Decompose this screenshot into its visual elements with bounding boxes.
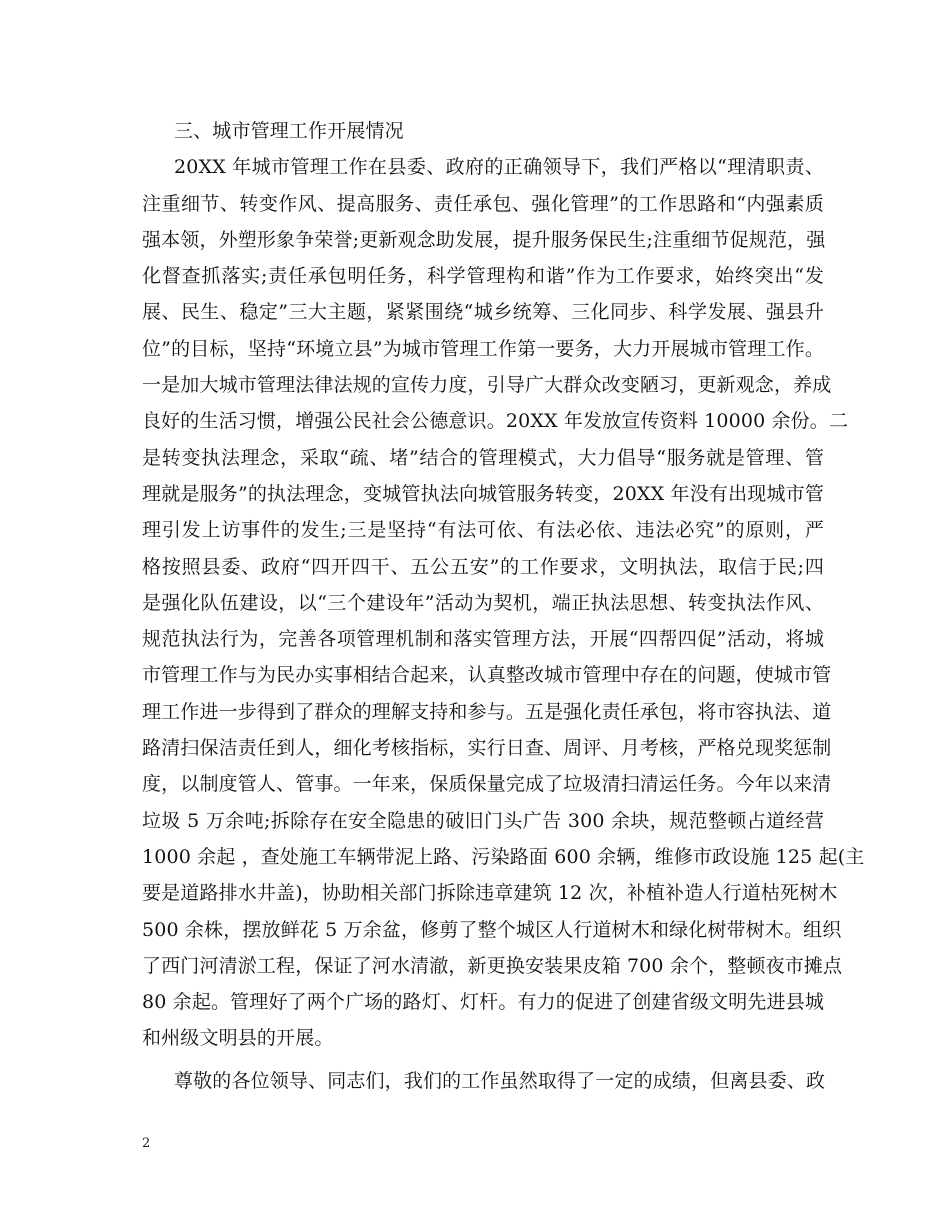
paragraph-line: 和州级文明县的开展。 [142, 1027, 334, 1050]
paragraph-line: 格按照县委、政府“四开四干、五公五安”的工作要求，文明执法，取信于民;四 [142, 555, 824, 578]
paragraph-line: 了西门河清淤工程，保证了河水清澈，新更换安装果皮箱 700 余个，整顿夜市摊点 [142, 954, 843, 977]
paragraph-line: 规范执法行为，完善各项管理机制和落实管理方法，开展“四帮四促”活动，将城 [142, 628, 824, 651]
paragraph-line: 展、民生、稳定”三大主题，紧紧围绕“城乡统筹、三化同步、科学发展、强县升 [142, 301, 824, 324]
paragraph-line: 路清扫保洁责任到人，细化考核指标，实行日查、周评、月考核，严格兑现奖惩制 [142, 737, 832, 760]
paragraph-line: 理引发上访事件的发生;三是坚持“有法可依、有法必依、违法必究”的原则，严 [142, 519, 824, 542]
paragraph-line: 良好的生活习惯，增强公民社会公德意识。20XX 年发放宣传资料 10000 余份。二 [142, 410, 849, 433]
document-body [142, 113, 865, 1099]
paragraph-line: 市管理工作与为民办实事相结合起来，认真整改城市管理中存在的问题，使城市管 [142, 664, 832, 687]
paragraph-city-management [142, 149, 865, 1056]
section-heading: 三、城市管理工作开展情况 [174, 120, 404, 142]
paragraph-line: 1000 余起 ，查处施工车辆带泥上路、污染路面 600 余辆，维修市政设施 125 起(主 [142, 845, 865, 868]
page-number: 2 [142, 1136, 151, 1151]
paragraph-line: 化督查抓落实;责任承包明任务，科学管理构和谐”作为工作要求，始终突出“发 [142, 265, 824, 288]
paragraph-line: 强本领，外塑形象争荣誉;更新观念助发展，提升服务保民生;注重细节促规范，强 [142, 228, 826, 251]
paragraph-line: 20XX 年城市管理工作在县委、政府的正确领导下，我们严格以“理清职责、 [174, 156, 824, 179]
paragraph-line: 500 余株，摆放鲜花 5 万余盆，修剪了整个城区人行道树木和绿化树带树木。组织 [142, 918, 842, 941]
paragraph-line: 注重细节、转变作风、提高服务、责任承包、强化管理”的工作思路和“内强素质 [142, 192, 824, 215]
paragraph-line: 理工作进一步得到了群众的理解支持和参与。五是强化责任承包，将市容执法、道 [142, 700, 832, 723]
paragraph-line: 度，以制度管人、管事。一年来，保质保量完成了垃圾清扫清运任务。今年以来清 [142, 773, 832, 796]
paragraph-line: 位”的目标，坚持“环境立县”为城市管理工作第一要务，大力开展城市管理工作。 [142, 337, 824, 360]
paragraph-closing-line: 尊敬的各位领导、同志们，我们的工作虽然取得了一定的成绩，但离县委、政 [174, 1069, 826, 1092]
paragraph-line: 80 余起。管理好了两个广场的路灯、灯杆。有力的促进了创建省级文明先进县城 [142, 991, 824, 1014]
paragraph-line: 一是加大城市管理法律法规的宣传力度，引导广大群众改变陋习，更新观念，养成 [142, 374, 832, 397]
paragraph-line: 理就是服务”的执法理念，变城管执法向城管服务转变，20XX 年没有出现城市管 [142, 482, 824, 505]
paragraph-line: 是转变执法理念，采取“疏、堵”结合的管理模式，大力倡导“服务就是管理、管 [142, 446, 824, 469]
paragraph-line: 要是道路排水井盖)，协助相关部门拆除违章建筑 12 次，补植补造人行道枯死树木 [142, 882, 838, 905]
paragraph-line: 是强化队伍建设，以“三个建设年”活动为契机，端正执法思想、转变执法作风、 [142, 591, 824, 614]
paragraph-line: 垃圾 5 万余吨;拆除存在安全隐患的破旧门头广告 300 余块，规范整顿占道经营 [142, 809, 824, 832]
